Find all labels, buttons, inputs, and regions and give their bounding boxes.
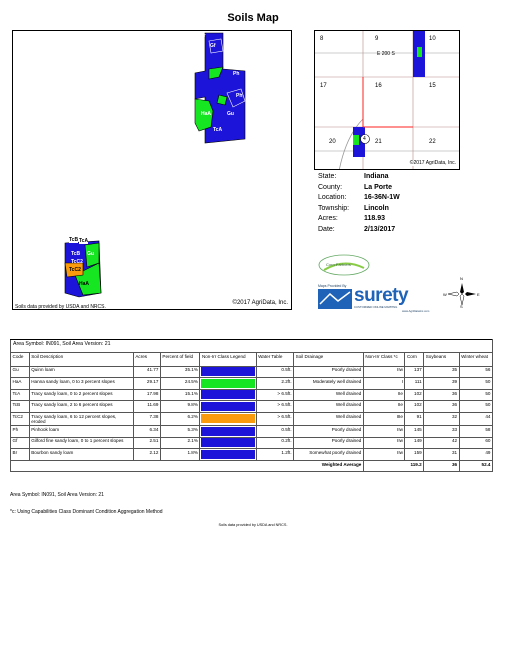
cell-acres: 29.17 — [133, 378, 160, 390]
info-value: 16-36N-1W — [364, 194, 400, 201]
section-label: 10 — [429, 36, 436, 42]
info-value: 2/13/2017 — [364, 225, 396, 233]
legend-swatch — [200, 378, 256, 390]
cell-corn: 159 — [405, 449, 424, 461]
table-row — [11, 449, 493, 461]
info-label: Township: — [318, 204, 350, 212]
compass-rose — [443, 276, 481, 309]
info-label: State: — [318, 173, 337, 180]
cell-pct: 6.2% — [160, 412, 200, 425]
map-label: Ph — [233, 71, 240, 77]
cell-code: TcC2 — [11, 412, 30, 425]
cell-acres: 7.38 — [133, 412, 160, 425]
cell-water: > 6.5ft. — [256, 389, 293, 401]
col-header: Code — [11, 353, 30, 367]
legend-color — [201, 414, 255, 423]
info-label: Acres: — [318, 215, 338, 222]
cell-cls: I — [363, 378, 405, 390]
col-header: Soil Description — [29, 353, 133, 367]
cell-desc: Tracy sandy loam, 2 to 6 percent slopes — [29, 401, 133, 413]
map-copyright: ©2017 AgriData, Inc. — [232, 300, 288, 306]
area-symbol-note: Area Symbol: IN091, Soil Area Version: 21 — [10, 492, 104, 498]
weighted-soybeans: 36 — [424, 460, 459, 472]
col-header: Winter wheat — [459, 353, 492, 367]
cell-wheat: 49 — [459, 449, 492, 461]
cell-pct: 1.8% — [160, 449, 200, 461]
cell-wheat: 50 — [459, 401, 492, 413]
cell-corn: 102 — [405, 401, 424, 413]
cell-desc: Hanna sandy loam, 0 to 3 percent slopes — [29, 378, 133, 390]
legend-color — [201, 390, 255, 399]
section-label: 16 — [375, 83, 382, 89]
page-title: Soils Map — [227, 12, 279, 24]
table-row — [11, 389, 493, 401]
cell-cls: IIIe — [363, 412, 405, 425]
info-value: Indiana — [364, 173, 389, 180]
map-polygon — [217, 95, 227, 105]
cell-code: TcB — [11, 401, 30, 413]
cell-corn: 91 — [405, 412, 424, 425]
cell-corn: 137 — [405, 366, 424, 378]
soils-map-canvas — [13, 31, 292, 310]
cell-water: 0.2ft. — [256, 437, 293, 449]
cell-soy: 36 — [424, 389, 459, 401]
map-label: Br — [200, 33, 206, 39]
corn-partners-logo — [318, 254, 370, 276]
cell-cls: IIw — [363, 366, 405, 378]
cell-code: Gu — [11, 366, 30, 378]
cell-soy: 31 — [424, 449, 459, 461]
info-row-state — [318, 172, 400, 183]
col-header: Soybeans — [424, 353, 459, 367]
map-label: Ph — [236, 93, 243, 99]
info-row-township — [318, 204, 400, 215]
legend-swatch — [200, 412, 256, 425]
cell-drain: Poorly drained — [294, 437, 364, 449]
legend-swatch — [200, 425, 256, 437]
cell-pct: 15.1% — [160, 389, 200, 401]
corn-partners-text: Corn Partners — [326, 262, 351, 267]
legend-swatch — [200, 366, 256, 378]
map-label: HaA — [79, 281, 90, 287]
cell-acres: 6.34 — [133, 425, 160, 437]
legend-swatch — [200, 389, 256, 401]
cell-cls: IIw — [363, 449, 405, 461]
cell-pct: 35.1% — [160, 366, 200, 378]
legend-swatch — [200, 401, 256, 413]
table-header-row — [11, 353, 493, 367]
map-label: Gu — [87, 251, 94, 257]
cell-acres: 2.51 — [133, 437, 160, 449]
cell-soy: 39 — [424, 378, 459, 390]
info-value: 118.93 — [364, 215, 386, 222]
info-row-date — [318, 225, 400, 236]
soils-table — [10, 339, 493, 472]
cell-soy: 33 — [424, 425, 459, 437]
cell-desc: Pinhook loam — [29, 425, 133, 437]
info-value: La Porte — [364, 183, 393, 191]
table-row — [11, 366, 493, 378]
col-header: Non-Irr Class Legend — [200, 353, 256, 367]
section-label: 21 — [375, 139, 382, 145]
surety-mark-icon — [318, 289, 352, 309]
col-header: Percent of field — [160, 353, 200, 367]
cell-corn: 149 — [405, 437, 424, 449]
section-label: 8 — [320, 36, 324, 42]
cell-drain: Well drained — [294, 401, 364, 413]
cell-cls: IIe — [363, 401, 405, 413]
cell-wheat: 50 — [459, 378, 492, 390]
cell-cls: IIw — [363, 437, 405, 449]
cell-code: Br — [11, 449, 30, 461]
map-label: Gf — [210, 43, 216, 49]
cell-desc: Tracy sandy loam, 0 to 2 percent slopes — [29, 389, 133, 401]
col-header: Soil Drainage — [294, 353, 364, 367]
cell-pct: 2.1% — [160, 437, 200, 449]
cell-water: 1.2ft. — [256, 449, 293, 461]
section-label: 20 — [329, 139, 336, 145]
cell-pct: 9.8% — [160, 401, 200, 413]
col-header: Non-Irr Class *c — [363, 353, 405, 367]
map-label: TcA — [213, 127, 223, 133]
cell-desc: Tracy sandy loam, 6 to 12 percent slopes, eroded — [29, 412, 133, 425]
cell-wheat: 50 — [459, 389, 492, 401]
cell-water: > 6.5ft. — [256, 401, 293, 413]
info-row-acres — [318, 214, 400, 225]
property-info — [318, 172, 400, 235]
cell-drain: Poorly drained — [294, 425, 364, 437]
legend-swatch — [200, 449, 256, 461]
cell-desc: Quinn loam — [29, 366, 133, 378]
map-label: TcA — [79, 238, 89, 244]
info-label: Date: — [318, 225, 335, 233]
cell-code: HaA — [11, 378, 30, 390]
table-row — [11, 401, 493, 413]
cell-code: Gf — [11, 437, 30, 449]
surety-name: surety — [354, 285, 409, 306]
cell-drain: Well drained — [294, 389, 364, 401]
cell-drain: Somewhat poorly drained — [294, 449, 364, 461]
col-header: Corn — [405, 353, 424, 367]
weighted-label: Weighted Average — [11, 460, 364, 472]
compass-s: S — [460, 304, 463, 309]
cell-code: Ph — [11, 425, 30, 437]
table-row — [11, 437, 493, 449]
section-label: 22 — [429, 139, 436, 145]
table-caption: Area Symbol: IN091, Soil Area Version: 21 — [11, 340, 493, 353]
info-label: Location: — [318, 194, 347, 201]
section-label: 15 — [429, 83, 436, 89]
cell-desc: Bourbon sandy loam — [29, 449, 133, 461]
cell-corn: 145 — [405, 425, 424, 437]
map-label: TcC2 — [71, 259, 83, 265]
cell-wheat: 60 — [459, 437, 492, 449]
legend-color — [201, 450, 255, 459]
cell-soy: 36 — [424, 401, 459, 413]
map-credit: Soils data provided by USDA and NRCS. — [15, 304, 106, 310]
weighted-acres: 119.2 — [363, 460, 423, 472]
cell-drain: Moderately well drained — [294, 378, 364, 390]
col-header: Acres — [133, 353, 160, 367]
compass-w: W — [443, 292, 447, 297]
map-label: HaA — [201, 111, 212, 117]
weighted-average-row — [11, 460, 493, 472]
legend-color — [201, 367, 255, 376]
col-header: Water Table — [256, 353, 293, 367]
map-label: TcB — [69, 237, 79, 243]
map-label: TcB — [71, 251, 81, 257]
legend-color — [201, 438, 255, 447]
weighted-wheat: 52.4 — [459, 460, 492, 472]
info-row-location — [318, 193, 400, 204]
cell-water: > 6.5ft. — [256, 412, 293, 425]
cell-pct: 5.3% — [160, 425, 200, 437]
cell-water: 2.2ft. — [256, 378, 293, 390]
cell-wheat: 56 — [459, 366, 492, 378]
surety-tagline: Maps Provided By — [318, 284, 347, 288]
cell-corn: 102 — [405, 389, 424, 401]
cell-acres: 11.69 — [133, 401, 160, 413]
cell-water: 0.5ft. — [256, 425, 293, 437]
locator-map[interactable] — [314, 30, 460, 170]
info-label: County: — [318, 183, 343, 191]
legend-swatch — [200, 437, 256, 449]
cell-desc: Gilford fine sandy loam, 0 to 1 percent slopes — [29, 437, 133, 449]
cell-cls: IIe — [363, 389, 405, 401]
table-row — [11, 425, 493, 437]
cell-pct: 24.5% — [160, 378, 200, 390]
surety-sub: CUSTOMIZED ONLINE MAPPING — [354, 305, 398, 309]
cell-wheat: 58 — [459, 425, 492, 437]
cell-corn: 111 — [405, 378, 424, 390]
cell-drain: Poorly drained — [294, 366, 364, 378]
road-label: E 200 S — [377, 51, 395, 57]
cell-acres: 2.12 — [133, 449, 160, 461]
cell-code: TcA — [11, 389, 30, 401]
cell-drain: Well drained — [294, 412, 364, 425]
map-label: Gu — [227, 111, 234, 117]
compass-n: N — [460, 276, 463, 281]
info-row-county — [318, 183, 400, 194]
cell-wheat: 44 — [459, 412, 492, 425]
map-label: TcC2 — [69, 267, 81, 273]
info-value: Lincoln — [364, 204, 389, 212]
cell-soy: 42 — [424, 437, 459, 449]
locator-copyright: ©2017 AgriData, Inc. — [409, 160, 456, 166]
cell-cls: IIw — [363, 425, 405, 437]
section-label: 9 — [375, 36, 379, 42]
route-shield: 4 — [363, 136, 366, 142]
legend-color — [201, 402, 255, 411]
cell-water: 0.5ft. — [256, 366, 293, 378]
legend-color — [201, 379, 255, 388]
table-row — [11, 412, 493, 425]
bottom-credit: Soils data provided by USDA and NRCS. — [218, 523, 288, 527]
compass-e: E — [477, 292, 480, 297]
cell-acres: 41.77 — [133, 366, 160, 378]
surety-logo — [318, 284, 436, 314]
table-row — [11, 378, 493, 390]
footnote: *c: Using Capabilities Class Dominant Condition Aggregation Method — [10, 509, 163, 515]
cell-acres: 17.98 — [133, 389, 160, 401]
cell-soy: 32 — [424, 412, 459, 425]
soils-map[interactable] — [12, 30, 292, 310]
cell-soy: 35 — [424, 366, 459, 378]
legend-color — [201, 427, 255, 436]
section-label: 17 — [320, 83, 327, 89]
surety-url: www.AgriDataInc.com — [402, 309, 430, 313]
